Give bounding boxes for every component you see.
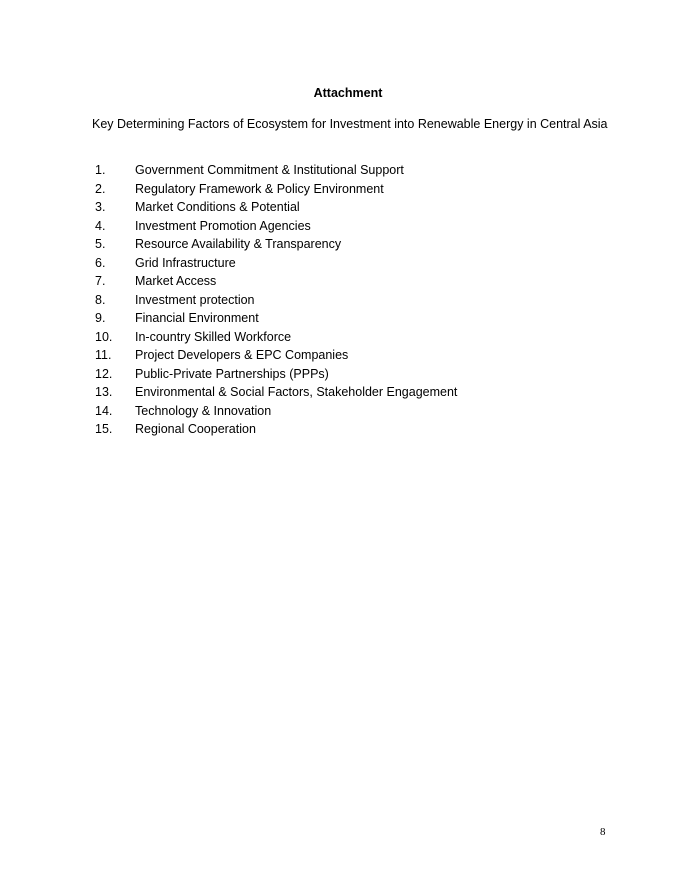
list-item [95, 346, 457, 365]
list-item-number: 10. [95, 329, 113, 344]
list-item-label: Regulatory Framework & Policy Environment [135, 181, 384, 196]
list-item-label: Government Commitment & Institutional Support [135, 163, 404, 177]
list-item [95, 161, 457, 180]
list-item [95, 254, 457, 273]
list-item-number: 7. [95, 274, 106, 288]
list-item-label: Environmental & Social Factors, Stakeholder Engagement [135, 385, 458, 399]
list-item [95, 383, 457, 402]
page-heading: Attachment [313, 86, 383, 100]
list-item-label: Financial Environment [135, 311, 259, 325]
document-subtitle: Key Determining Factors of Ecosystem for Investment into Renewable Energy in Central Asia [92, 117, 608, 131]
list-item-number: 13. [95, 385, 113, 399]
list-item-label: Market Conditions & Potential [135, 200, 300, 214]
list-item [95, 272, 457, 291]
list-item-label: Resource Availability & Transparency [135, 237, 342, 251]
list-item-number: 8. [95, 292, 106, 307]
list-item-number: 5. [95, 237, 106, 251]
list-item [95, 180, 457, 199]
list-item-label: Project Developers & EPC Companies [135, 348, 349, 362]
list-item [95, 365, 457, 384]
list-item [95, 235, 457, 254]
list-item-number: 12. [95, 366, 113, 381]
list-item-number: 15. [95, 422, 113, 436]
list-item [95, 309, 457, 328]
list-item [95, 291, 457, 310]
list-item-label: Regional Cooperation [135, 422, 256, 436]
list-item [95, 328, 457, 347]
list-item-label: Investment protection [135, 292, 255, 307]
list-item-number: 2. [95, 181, 106, 196]
list-item-label: Investment Promotion Agencies [135, 218, 311, 233]
list-item-number: 4. [95, 218, 106, 233]
page-number: 8 [600, 826, 606, 838]
list-item-label: Grid Infrastructure [135, 255, 236, 270]
list-item-label: Public-Private Partnerships (PPPs) [135, 366, 329, 381]
list-item [95, 217, 457, 236]
list-item-label: Technology & Innovation [135, 403, 272, 418]
list-item-label: Market Access [135, 274, 217, 288]
list-item [95, 402, 457, 421]
list-item-label: In-country Skilled Workforce [135, 329, 292, 344]
list-item-number: 11. [95, 348, 112, 362]
list-item-number: 9. [95, 311, 106, 325]
list-item-number: 1. [95, 163, 106, 177]
list-item [95, 198, 457, 217]
list-item-number: 3. [95, 200, 106, 214]
list-item [95, 420, 457, 439]
factor-list [95, 161, 457, 439]
list-item-number: 6. [95, 255, 106, 270]
list-item-number: 14. [95, 403, 113, 418]
